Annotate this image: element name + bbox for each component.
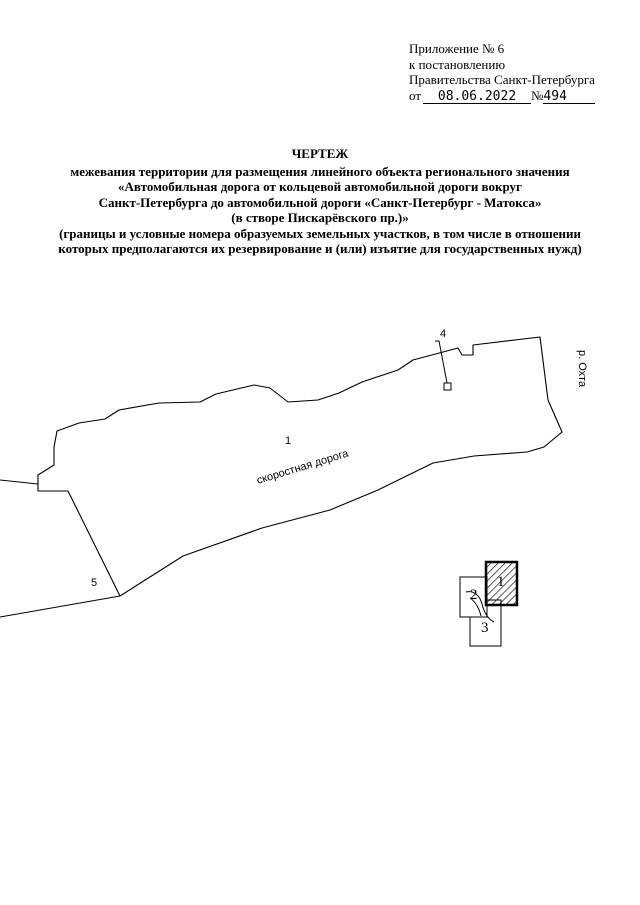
parcel-5-number: 5 [91,577,98,589]
parcel-4-number: 4 [440,328,447,340]
title-line: «Автомобильная дорога от кольцевой автомобильной дороги вокруг [118,179,522,194]
parcel-1-number: 1 [285,435,292,447]
parcel-4-marker [444,383,451,390]
parcel-1-label: скоростная дорога [255,447,350,487]
decree-date: 08.06.2022 [423,90,531,104]
parcel-5-boundary [38,484,68,491]
title-line: Санкт-Петербурга до автомобильной дороги «Санкт-Петербург - Матокса» [98,194,542,210]
parcel-4-leader [435,341,447,383]
inset-number-2: 2 [470,587,478,603]
title-line: межевания территории для размещения линейного объекта регионального значения [70,163,570,179]
from-label: от [409,87,422,103]
inset-number-1: 1 [497,574,505,590]
number-label: № [531,87,544,103]
appendix-number: Приложение № 6 [409,41,505,56]
appendix-government: Правительства Санкт-Петербурга [409,72,595,87]
appendix-decree: к постановлению [409,56,506,72]
inset-number-3: 3 [481,620,489,636]
title-line: (границы и условные номера образуемых земельных участков, в том числе в отношении [59,225,581,241]
decree-number: 494 [543,90,595,104]
title-line: которых предполагаются их резервирование и (или) изъятие для государственных нужд) [58,241,582,256]
river-label: р. Охта [576,350,588,388]
title-line: (в створе Пискарёвского пр.)» [231,210,409,225]
title-main: ЧЕРТЕЖ [291,146,349,161]
